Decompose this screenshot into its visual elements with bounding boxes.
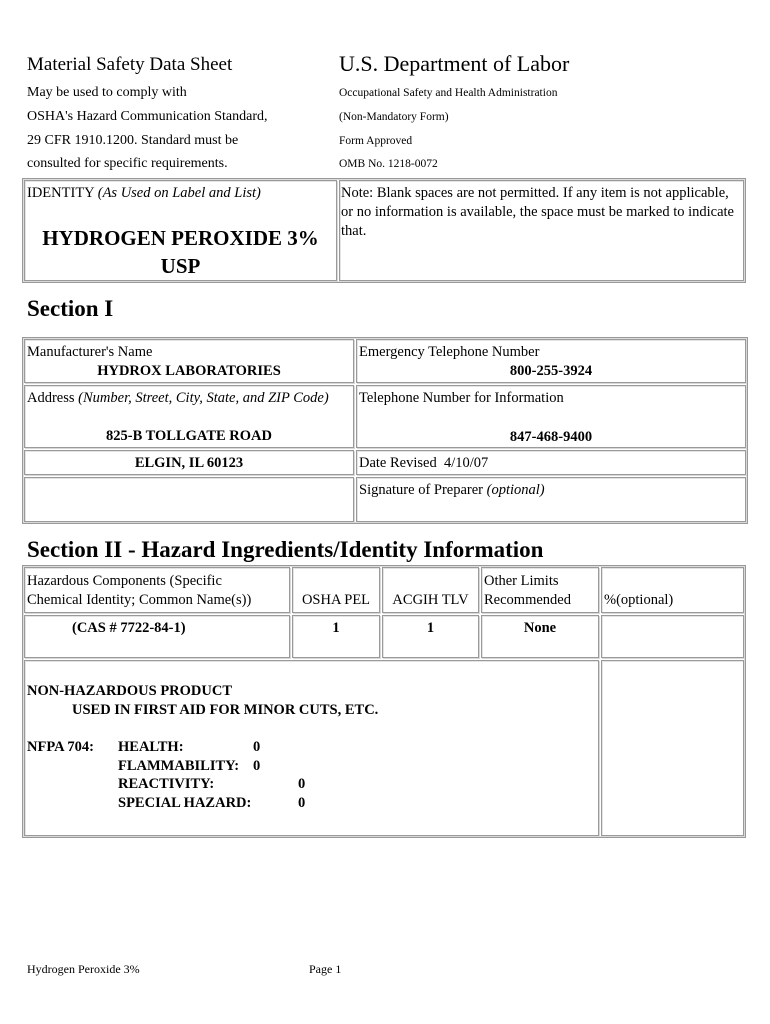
- header-right-line: Form Approved: [339, 135, 413, 147]
- date-value: 4/10/07: [443, 455, 489, 471]
- nfpa-flammability-value: 0: [253, 758, 261, 774]
- signature-label-note: (optional): [486, 482, 545, 498]
- address-line2: ELGIN, IL 60123: [134, 455, 244, 471]
- nfpa-special-label: SPECIAL HAZARD:: [118, 795, 252, 811]
- acgih-value: 1: [426, 620, 435, 636]
- percent-cell: [601, 615, 744, 658]
- cas-number: (CAS # 7722-84-1): [72, 620, 186, 636]
- header-right-line: (Non-Mandatory Form): [339, 111, 449, 123]
- manufacturer-label: Manufacturer's Name: [27, 344, 153, 360]
- section-2-title: Section II - Hazard Ingredients/Identity Information: [27, 537, 544, 562]
- blank-cell: [24, 477, 354, 522]
- header-right-line: Occupational Safety and Health Administration: [339, 87, 558, 99]
- signature-label: [359, 481, 545, 500]
- form-title: Material Safety Data Sheet: [27, 54, 233, 75]
- nfpa-flammability-label: FLAMMABILITY:: [118, 758, 240, 774]
- col-acgih-label: ACGIH TLV: [392, 592, 469, 608]
- date-label: Date Revised: [359, 455, 437, 471]
- other-value: None: [523, 620, 557, 636]
- header-left-line: May be used to comply with: [27, 85, 187, 100]
- nfpa-health-value: 0: [253, 739, 261, 755]
- header-right-line: OMB No. 1218-0072: [339, 158, 438, 170]
- footer-product: Hydrogen Peroxide 3%: [27, 962, 140, 976]
- nfpa-label: NFPA 704:: [27, 739, 94, 755]
- signature-label-text: Signature of Preparer: [359, 482, 484, 498]
- manufacturer-value: HYDROX LABORATORIES: [97, 363, 281, 379]
- col-other-label: [484, 572, 571, 610]
- date-revised: [359, 454, 488, 473]
- identity-label-text: IDENTITY: [27, 185, 95, 201]
- product-name-line1: HYDROGEN PEROXIDE 3%: [42, 226, 319, 250]
- col-other-line2: Recommended: [484, 592, 571, 608]
- osha-value: 1: [332, 620, 340, 636]
- address-label-note: (Number, Street, City, State, and ZIP Code): [78, 390, 329, 406]
- col-components-line2: Chemical Identity; Common Name(s)): [27, 592, 252, 608]
- col-components-label: [27, 572, 251, 610]
- header-left-line: 29 CFR 1910.1200. Standard must be: [27, 133, 239, 148]
- header-left-line: consulted for specific requirements.: [27, 156, 228, 171]
- info-phone-value: 847-468-9400: [509, 429, 593, 445]
- header-left-line: OSHA's Hazard Communication Standard,: [27, 109, 268, 124]
- agency-title: U.S. Department of Labor: [339, 51, 570, 76]
- product-name-line2: USP: [160, 254, 201, 278]
- blank-spaces-note: Note: Blank spaces are not permitted. If any item is not applicable, or no information is available, the space must be marked to indicate that.: [341, 185, 734, 239]
- emergency-phone-value: 800-255-3924: [509, 363, 593, 379]
- address-label-text: Address: [27, 390, 75, 406]
- nonhazard-percent-cell: [601, 660, 744, 836]
- nfpa-reactivity-label: REACTIVITY:: [118, 776, 215, 792]
- col-components-line1: Hazardous Components (Specific: [27, 573, 222, 589]
- nfpa-health-label: HEALTH:: [118, 739, 184, 755]
- nonhazard-line2: USED IN FIRST AID FOR MINOR CUTS, ETC.: [72, 702, 379, 718]
- emergency-phone-label: Emergency Telephone Number: [359, 344, 540, 360]
- address-line1: 825-B TOLLGATE ROAD: [106, 428, 272, 444]
- col-osha-label: OSHA PEL: [301, 592, 371, 608]
- nfpa-special-value: 0: [298, 795, 306, 811]
- nfpa-reactivity-value: 0: [298, 776, 306, 792]
- address-label: [27, 389, 347, 408]
- info-phone-label: Telephone Number for Information: [359, 390, 564, 406]
- identity-label: [27, 184, 261, 203]
- product-name: [24, 224, 337, 280]
- section-1-title: Section I: [27, 296, 114, 321]
- nonhazard-line1: NON-HAZARDOUS PRODUCT: [27, 683, 233, 699]
- col-percent-label: %(optional): [604, 592, 674, 608]
- identity-label-note: (As Used on Label and List): [97, 185, 261, 201]
- page-number: Page 1: [309, 962, 342, 976]
- col-other-line1: Other Limits: [484, 573, 559, 589]
